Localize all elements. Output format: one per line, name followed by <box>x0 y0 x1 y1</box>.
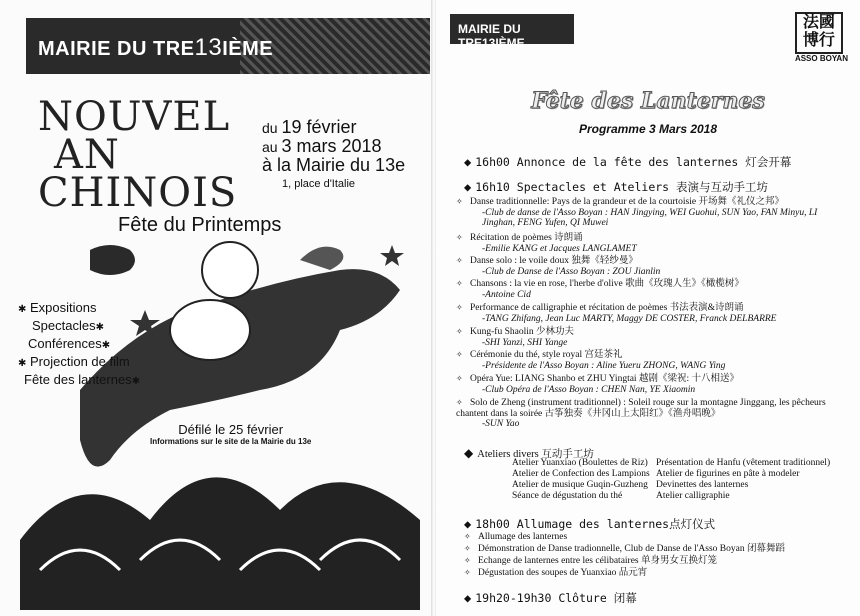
programme-item: ✧ Allumage des lanternes <box>464 532 568 542</box>
defile-info: Défilé le 25 février Informations sur le site de la Mairie du 13e <box>150 422 312 446</box>
title-line: AN <box>54 132 120 178</box>
ateliers-list <box>656 458 830 502</box>
programme-item: ✧ Danse traditionnelle: Pays de la grandeur et de la courtoisie 开场舞《礼仪之邦》 -Club de danse de l'Asso Boyan : HAN Jingying, WEI Guohui, SUN Yao, FAN Minyu, LI Jinghan, FENG Yufen, QI Muwei <box>456 197 818 228</box>
event-item: Spectacles✱ <box>32 318 104 333</box>
poster-title <box>38 94 238 216</box>
event-item: ✱ Expositions <box>18 300 97 315</box>
section-heading: ◆ 18h00 Allumage des lanternes点灯仪式 <box>464 517 716 531</box>
programme-item: ✧ Opéra Yue: LIANG Shanbo et ZHU Yingtai 越剧《梁祝: 十八相送》 -Club Opéra de l'Asso Boyan : CHEN Nan, YE Xiaomin <box>456 374 739 395</box>
event-item: ✱ Projection de film <box>18 354 130 369</box>
atelier-item: Présentation de Hanfu (vêtement traditionnel) <box>656 458 831 468</box>
asso-glyphs: 法國博行 <box>795 12 843 54</box>
event-item: Fête des lanternes✱ <box>24 372 141 387</box>
programme-item: ✧ Récitation de poèmes 诗朗诵 -Emilie KANG et Jacques LANGLAMET <box>456 233 637 254</box>
programme-item: ✧ Solo de Zheng (instrument traditionnel) : Soleil rouge sur la montagne Jinggang, les pêcheurs chantent dans la soirée 古筝独奏《井冈山上太阳红》《渔舟唱晚》 -SUN Yao <box>456 398 826 429</box>
programme-item: ✧ Démonstration de Danse tradionnelle, Club de Danse de l'Asso Boyan 闭幕舞蹈 <box>464 544 785 554</box>
atelier-item: Séance de dégustation du thé <box>512 491 623 501</box>
mairie-logo: MAIRIE DU TRE13IÈME <box>38 34 274 61</box>
title-line: NOUVEL <box>38 94 231 140</box>
programme-item: ✧ Performance de calligraphie et récitation de poèmes 书法表演&诗朗诵 -TANG Zhifang, Jean Luc MARTY, Maggy DE COSTER, Franck DELBARRE <box>456 303 777 324</box>
atelier-item: Atelier Yuanxiao (Boulettes de Riz) <box>512 458 648 468</box>
event-item: Conférences✱ <box>28 336 111 351</box>
asso-label: ASSO BOYAN <box>794 54 848 63</box>
programme-date: Programme 3 Mars 2018 <box>578 122 718 136</box>
atelier-item: Atelier de figurines en pâte à modeler <box>656 469 800 479</box>
event-list <box>18 300 140 390</box>
event-dates: du 19 février au 3 mars 2018 à la Mairie du 13e 1, place d'Italie <box>262 117 406 190</box>
ateliers-list <box>512 458 650 502</box>
poster-subtitle: Fête du Printemps <box>118 214 282 236</box>
section-heading: ◆ 16h00 Annonce de la fête des lanternes 灯会开幕 <box>464 155 792 169</box>
atelier-item: Atelier de Confection des Lampions <box>512 469 650 479</box>
cloud-icon <box>90 245 135 275</box>
wave-pattern <box>20 477 420 610</box>
programme-page <box>436 0 860 616</box>
child-head <box>202 242 258 298</box>
mairie-banner <box>26 18 430 74</box>
page-title: Fête des Lanternes <box>531 88 765 114</box>
mairie-banner: MAIRIE DU TRE13IÈME <box>450 14 574 44</box>
section-heading: ◆ 16h10 Spectacles et Ateliers 表演与互动手工坊 <box>464 180 769 194</box>
programme-item: ✧ Chansons : la vie en rose, l'herbe d'olive 歌曲《玫瑰人生》《橄榄树》 -Antoine Cid <box>456 279 744 300</box>
atelier-item: Devinettes des lanternes <box>656 480 749 490</box>
atelier-item: Atelier calligraphie <box>656 491 730 501</box>
programme-item: ✧ Cérémonie du thé, style royal 宫廷茶礼 -Présidente de l'Asso Boyan : Aline Yueru ZHONG, WANG Ying <box>456 350 726 371</box>
star-icon <box>380 245 404 266</box>
programme-item: ✧ Echange de lanternes entre les célibataires 单身男女互换灯笼 <box>464 556 717 566</box>
programme-item: ✧ Danse solo : le voile doux 独舞《轻纱曼》 -Club de Danse de l'Asso Boyan : ZOU Jianlin <box>456 256 661 277</box>
programme-item: ✧ Dégustation des soupes de Yuanxiao 品元宵 <box>464 568 648 578</box>
section-heading: ◆ 19h20-19h30 Clôture 闭幕 <box>464 591 637 605</box>
section-heading: ◆ Ateliers divers 互动手工坊 <box>464 446 594 460</box>
programme-item: ✧ Kung-fu Shaolin 少林功夫 -SHI Yanzi, SHI Yange <box>456 327 574 348</box>
title-line: CHINOIS <box>38 170 238 216</box>
asso-logo <box>795 12 848 63</box>
atelier-item: Atelier de musique Guqin-Guzheng <box>512 480 648 490</box>
